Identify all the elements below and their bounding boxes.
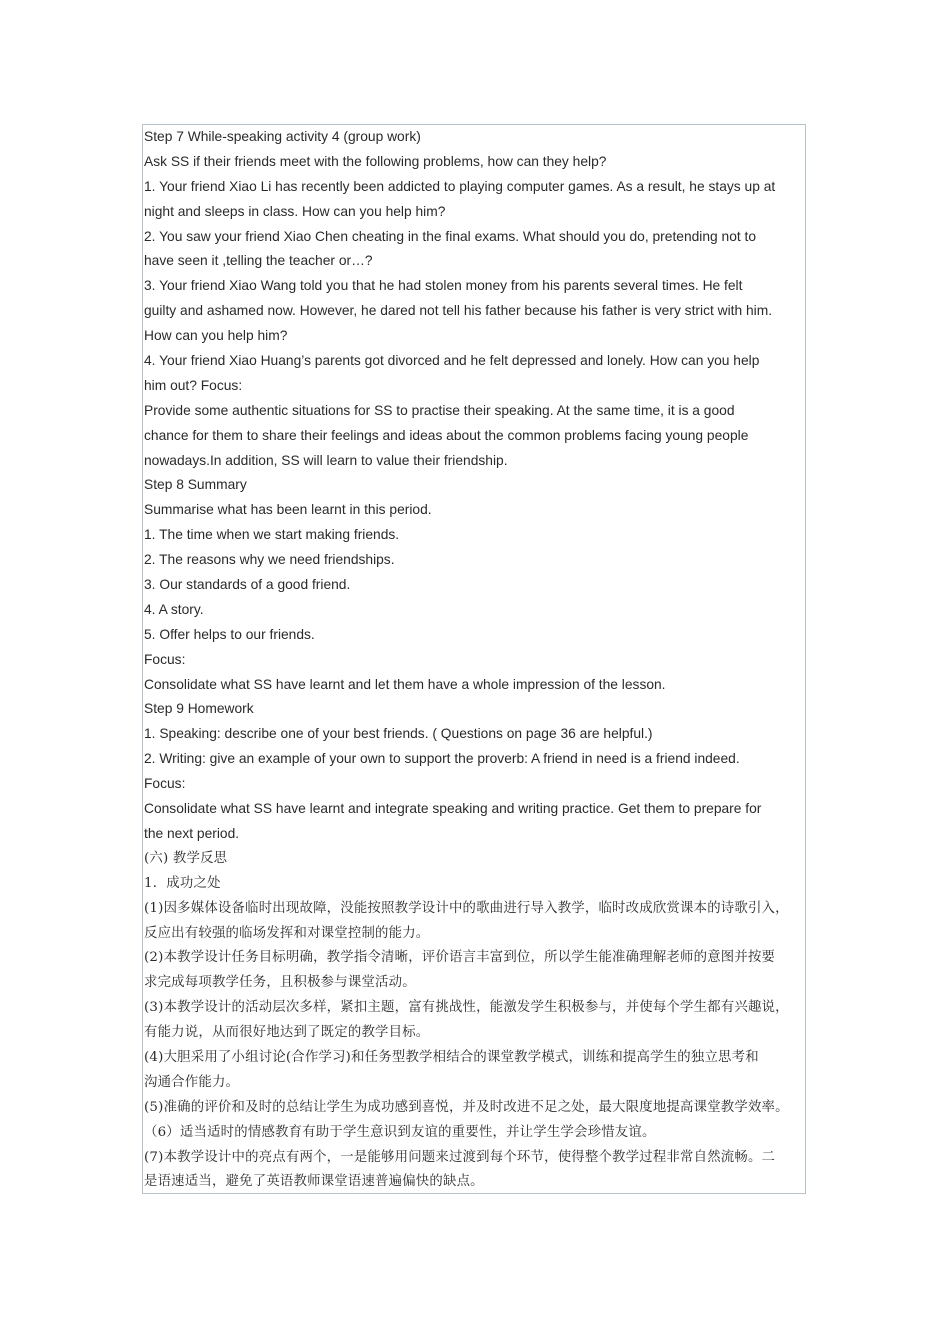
text-line: Summarise what has been learnt in this period. bbox=[144, 502, 432, 518]
text-line: 1. Your friend Xiao Li has recently been addicted to playing computer games. As a result, he stays up at bbox=[144, 178, 776, 194]
text-line: Consolidate what SS have learnt and let them have a whole impression of the lesson. bbox=[144, 676, 666, 692]
text-line: chance for them to share their feelings and ideas about the common problems facing young people bbox=[144, 427, 749, 443]
text-line: 是语速适当，避免了英语教师课堂语速普遍偏快的缺点。 bbox=[144, 1174, 484, 1190]
text-line: 4. Your friend Xiao Huang’s parents got divorced and he felt depressed and lonely. How can you help bbox=[144, 353, 760, 369]
text-line: Ask SS if their friends meet with the following problems, how can they help? bbox=[144, 153, 607, 169]
text-line: guilty and ashamed now. However, he dared not tell his father because his father is very strict with him. bbox=[144, 303, 773, 319]
text-line: 3. Our standards of a good friend. bbox=[144, 577, 351, 593]
text-line: the next period. bbox=[144, 825, 240, 841]
text-line: Consolidate what SS have learnt and integrate speaking and writing practice. Get them to prepare for bbox=[144, 801, 762, 817]
text-line: 沟通合作能力。 bbox=[144, 1074, 240, 1090]
text-line: Provide some authentic situations for SS to practise their speaking. At the same time, it is a good bbox=[144, 402, 735, 418]
text-line: 4. A story. bbox=[144, 601, 204, 617]
text-line: 1. Speaking: describe one of your best friends. ( Questions on page 36 are helpful.) bbox=[144, 726, 653, 742]
text-line: Focus: bbox=[144, 776, 186, 792]
text-line: have seen it ,telling the teacher or…? bbox=[144, 253, 373, 269]
text-line: 有能力说，从而很好地达到了既定的教学目标。 bbox=[144, 1025, 430, 1041]
text-line: 5. Offer helps to our friends. bbox=[144, 626, 315, 642]
text-line: （6）适当适时的情感教育有助于学生意识到友谊的重要性，并让学生学会珍惜友谊。 bbox=[144, 1124, 656, 1140]
text-line: 求完成每项教学任务，且积极参与课堂活动。 bbox=[144, 975, 416, 991]
text-line: (1)因多媒体设备临时出现故障，没能按照教学设计中的歌曲进行导入教学，临时改成欣赏课本的诗歌引入， bbox=[144, 900, 789, 916]
text-line: 反应出有较强的临场发挥和对课堂控制的能力。 bbox=[144, 925, 430, 941]
text-line: 2. Writing: give an example of your own to support the proverb: A friend in need is a friend indeed. bbox=[144, 751, 740, 767]
text-line: 2. The reasons why we need friendships. bbox=[144, 552, 395, 568]
text-line: (六) 教学反思 bbox=[144, 850, 228, 866]
text-line: 2. You saw your friend Xiao Chen cheating in the final exams. What should you do, pretending not to bbox=[144, 228, 757, 244]
text-line: night and sleeps in class. How can you help him? bbox=[144, 203, 446, 219]
text-line: (2)本教学设计任务目标明确，教学指令清晰，评价语言丰富到位，所以学生能准确理解老师的意图并按要 bbox=[144, 950, 776, 966]
text-line: How can you help him? bbox=[144, 328, 288, 344]
text-line: him out? Focus: bbox=[144, 377, 243, 393]
text-line: Step 7 While-speaking activity 4 (group work) bbox=[144, 129, 421, 144]
document-body bbox=[144, 125, 814, 1195]
text-line: (4)大胆采用了小组讨论(合作学习)和任务型教学相结合的课堂教学模式，训练和提高学生的独立思考和 bbox=[144, 1049, 759, 1065]
text-line: (7)本教学设计中的亮点有两个，一是能够用问题来过渡到每个环节，使得整个教学过程非常自然流畅。二 bbox=[144, 1149, 776, 1165]
text-line: Step 9 Homework bbox=[144, 701, 254, 717]
text-line: Step 8 Summary bbox=[144, 477, 247, 493]
text-line: 3. Your friend Xiao Wang told you that he had stolen money from his parents several times. He felt bbox=[144, 278, 743, 294]
text-line: Focus: bbox=[144, 651, 186, 667]
text-line: 1. The time when we start making friends. bbox=[144, 527, 400, 543]
text-line: nowadays.In addition, SS will learn to value their friendship. bbox=[144, 452, 508, 468]
text-line: (5)准确的评价和及时的总结让学生为成功感到喜悦，并及时改进不足之处，最大限度地提高课堂教学效率。 bbox=[144, 1099, 789, 1115]
text-line: 1．成功之处 bbox=[144, 875, 221, 891]
text-line: (3)本教学设计的活动层次多样，紧扣主题，富有挑战性，能激发学生积极参与，并使每个学生都有兴趣说， bbox=[144, 1000, 789, 1016]
